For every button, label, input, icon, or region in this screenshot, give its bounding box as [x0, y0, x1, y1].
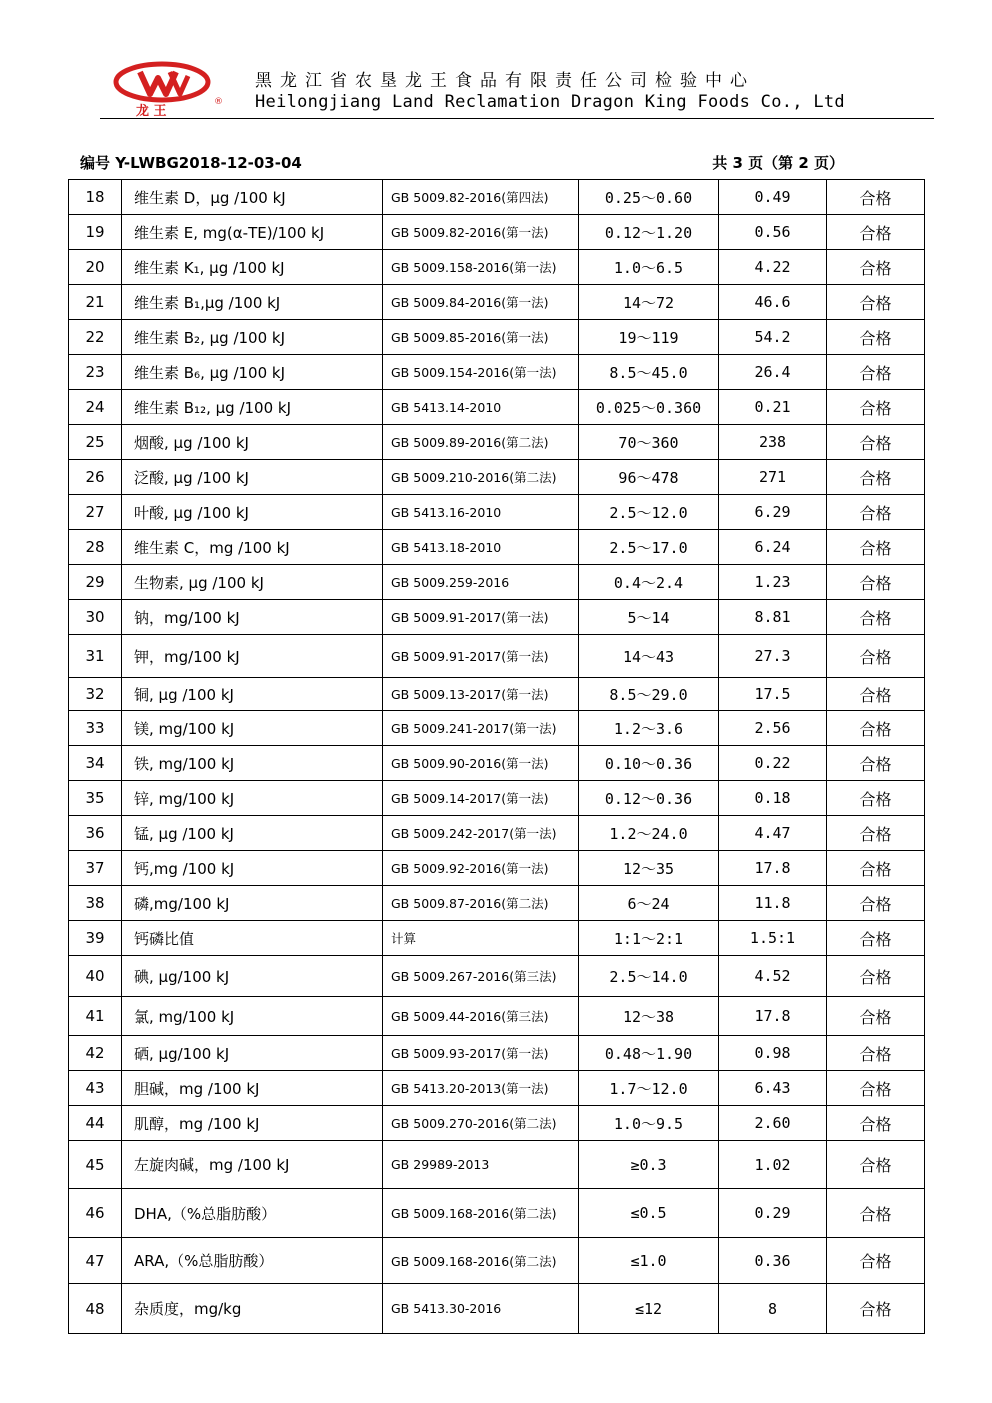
- company-name-cn: 黑龙江省农垦龙王食品有限责任公司检验中心: [255, 71, 755, 91]
- item-name: 氯, mg/100 kJ: [122, 997, 383, 1036]
- conclusion: 合格: [827, 460, 925, 495]
- measured-result: 11.8: [719, 886, 827, 921]
- test-method: GB 5009.259-2016: [383, 565, 579, 600]
- measured-result: 238: [719, 425, 827, 460]
- test-method: GB 5413.16-2010: [383, 495, 579, 530]
- standard-range: 8.5～45.0: [579, 355, 719, 390]
- measured-result: 26.4: [719, 355, 827, 390]
- conclusion: 合格: [827, 1284, 925, 1334]
- measured-result: 54.2: [719, 320, 827, 355]
- conclusion: 合格: [827, 956, 925, 997]
- item-name: 维生素 B₂, μg /100 kJ: [122, 320, 383, 355]
- standard-range: 1.0～9.5: [579, 1106, 719, 1141]
- standard-range: 12～38: [579, 997, 719, 1036]
- row-number: 18: [69, 180, 122, 215]
- conclusion: 合格: [827, 425, 925, 460]
- page-indicator: 共 3 页（第 2 页）: [712, 154, 844, 172]
- row-number: 39: [69, 921, 122, 956]
- item-name: 钾，mg/100 kJ: [122, 635, 383, 678]
- test-method: GB 5009.210-2016(第二法): [383, 460, 579, 495]
- table-row: [69, 1238, 925, 1284]
- conclusion: 合格: [827, 997, 925, 1036]
- standard-range: 70～360: [579, 425, 719, 460]
- test-method: GB 5413.30-2016: [383, 1284, 579, 1334]
- table-row: [69, 1106, 925, 1141]
- conclusion: 合格: [827, 711, 925, 746]
- standard-range: 8.5～29.0: [579, 678, 719, 711]
- table-row: [69, 678, 925, 711]
- standard-range: 14～43: [579, 635, 719, 678]
- standard-range: 19～119: [579, 320, 719, 355]
- row-number: 33: [69, 711, 122, 746]
- item-name: 钙,mg /100 kJ: [122, 851, 383, 886]
- item-name: 维生素 K₁, μg /100 kJ: [122, 250, 383, 285]
- item-name: 维生素 C，mg /100 kJ: [122, 530, 383, 565]
- item-name: 叶酸, μg /100 kJ: [122, 495, 383, 530]
- table-row: [69, 600, 925, 635]
- table-row: [69, 460, 925, 495]
- standard-range: 1.0～6.5: [579, 250, 719, 285]
- test-method: GB 5009.158-2016(第一法): [383, 250, 579, 285]
- table-row: [69, 635, 925, 678]
- row-number: 45: [69, 1141, 122, 1189]
- conclusion: 合格: [827, 180, 925, 215]
- table-row: [69, 997, 925, 1036]
- conclusion: 合格: [827, 781, 925, 816]
- conclusion: 合格: [827, 851, 925, 886]
- company-logo: [110, 58, 228, 118]
- row-number: 38: [69, 886, 122, 921]
- row-number: 34: [69, 746, 122, 781]
- measured-result: 4.22: [719, 250, 827, 285]
- item-name: 碘, μg/100 kJ: [122, 956, 383, 997]
- standard-range: 0.25～0.60: [579, 180, 719, 215]
- test-method: GB 5009.82-2016(第一法): [383, 215, 579, 250]
- conclusion: 合格: [827, 355, 925, 390]
- item-name: ARA,（%总脂肪酸）: [122, 1238, 383, 1284]
- row-number: 27: [69, 495, 122, 530]
- test-method: GB 5009.87-2016(第二法): [383, 886, 579, 921]
- measured-result: 0.56: [719, 215, 827, 250]
- table-row: [69, 1189, 925, 1238]
- row-number: 22: [69, 320, 122, 355]
- test-method: GB 5009.91-2017(第一法): [383, 600, 579, 635]
- item-name: 生物素, μg /100 kJ: [122, 565, 383, 600]
- row-number: 35: [69, 781, 122, 816]
- table-row: [69, 355, 925, 390]
- test-method: GB 5413.20-2013(第一法): [383, 1071, 579, 1106]
- row-number: 21: [69, 285, 122, 320]
- item-name: 锌, mg/100 kJ: [122, 781, 383, 816]
- conclusion: 合格: [827, 495, 925, 530]
- measured-result: 4.52: [719, 956, 827, 997]
- test-method: GB 5413.14-2010: [383, 390, 579, 425]
- row-number: 43: [69, 1071, 122, 1106]
- company-name-en: Heilongjiang Land Reclamation Dragon King Foods Co., Ltd: [255, 92, 845, 112]
- table-row: [69, 285, 925, 320]
- measured-result: 2.60: [719, 1106, 827, 1141]
- row-number: 19: [69, 215, 122, 250]
- conclusion: 合格: [827, 600, 925, 635]
- conclusion: 合格: [827, 678, 925, 711]
- standard-range: 14～72: [579, 285, 719, 320]
- item-name: 维生素 B₆, μg /100 kJ: [122, 355, 383, 390]
- measured-result: 6.24: [719, 530, 827, 565]
- conclusion: 合格: [827, 746, 925, 781]
- item-name: 锰, μg /100 kJ: [122, 816, 383, 851]
- table-row: [69, 711, 925, 746]
- conclusion: 合格: [827, 285, 925, 320]
- test-method: GB 5009.241-2017(第一法): [383, 711, 579, 746]
- test-method: GB 5009.90-2016(第一法): [383, 746, 579, 781]
- table-row: [69, 1071, 925, 1106]
- row-number: 40: [69, 956, 122, 997]
- item-name: 维生素 B₁₂, μg /100 kJ: [122, 390, 383, 425]
- row-number: 37: [69, 851, 122, 886]
- table-row: [69, 1284, 925, 1334]
- item-name: 肌醇，mg /100 kJ: [122, 1106, 383, 1141]
- registered-mark: ®: [214, 97, 223, 107]
- standard-range: 6～24: [579, 886, 719, 921]
- test-method: GB 5413.18-2010: [383, 530, 579, 565]
- standard-range: 0.10～0.36: [579, 746, 719, 781]
- conclusion: 合格: [827, 635, 925, 678]
- test-method: 计算: [383, 921, 579, 956]
- measured-result: 271: [719, 460, 827, 495]
- measured-result: 4.47: [719, 816, 827, 851]
- test-method: GB 5009.168-2016(第二法): [383, 1238, 579, 1284]
- table-row: [69, 250, 925, 285]
- table-row: [69, 1036, 925, 1071]
- table-row: [69, 851, 925, 886]
- test-method: GB 5009.91-2017(第一法): [383, 635, 579, 678]
- conclusion: 合格: [827, 816, 925, 851]
- row-number: 31: [69, 635, 122, 678]
- standard-range: 1.2～24.0: [579, 816, 719, 851]
- standard-range: 0.4～2.4: [579, 565, 719, 600]
- row-number: 30: [69, 600, 122, 635]
- standard-range: 5～14: [579, 600, 719, 635]
- measured-result: 6.43: [719, 1071, 827, 1106]
- measured-result: 0.49: [719, 180, 827, 215]
- conclusion: 合格: [827, 390, 925, 425]
- item-name: 左旋肉碱，mg /100 kJ: [122, 1141, 383, 1189]
- row-number: 29: [69, 565, 122, 600]
- test-method: GB 5009.44-2016(第三法): [383, 997, 579, 1036]
- measured-result: 0.22: [719, 746, 827, 781]
- logo-text: 龙 王: [136, 104, 167, 118]
- conclusion: 合格: [827, 320, 925, 355]
- measured-result: 8: [719, 1284, 827, 1334]
- conclusion: 合格: [827, 886, 925, 921]
- measured-result: 0.29: [719, 1189, 827, 1238]
- letterhead: [100, 52, 940, 122]
- row-number: 44: [69, 1106, 122, 1141]
- item-name: 维生素 B₁,μg /100 kJ: [122, 285, 383, 320]
- row-number: 23: [69, 355, 122, 390]
- measured-result: 17.5: [719, 678, 827, 711]
- row-number: 42: [69, 1036, 122, 1071]
- item-name: 杂质度，mg/kg: [122, 1284, 383, 1334]
- measured-result: 0.98: [719, 1036, 827, 1071]
- standard-range: 2.5～14.0: [579, 956, 719, 997]
- item-name: 烟酸, μg /100 kJ: [122, 425, 383, 460]
- standard-range: ≤12: [579, 1284, 719, 1334]
- measured-result: 0.21: [719, 390, 827, 425]
- standard-range: 1:1～2:1: [579, 921, 719, 956]
- conclusion: 合格: [827, 1036, 925, 1071]
- item-name: 硒, μg/100 kJ: [122, 1036, 383, 1071]
- conclusion: 合格: [827, 1071, 925, 1106]
- item-name: 磷,mg/100 kJ: [122, 886, 383, 921]
- standard-range: 1.2～3.6: [579, 711, 719, 746]
- row-number: 36: [69, 816, 122, 851]
- row-number: 41: [69, 997, 122, 1036]
- measured-result: 6.29: [719, 495, 827, 530]
- test-results-table: [68, 179, 925, 1334]
- item-name: 铁, mg/100 kJ: [122, 746, 383, 781]
- standard-range: 1.7～12.0: [579, 1071, 719, 1106]
- conclusion: 合格: [827, 530, 925, 565]
- test-method: GB 5009.270-2016(第二法): [383, 1106, 579, 1141]
- test-method: GB 5009.93-2017(第一法): [383, 1036, 579, 1071]
- test-method: GB 5009.154-2016(第一法): [383, 355, 579, 390]
- item-name: 维生素 E, mg(α-TE)/100 kJ: [122, 215, 383, 250]
- measured-result: 17.8: [719, 997, 827, 1036]
- standard-range: 2.5～12.0: [579, 495, 719, 530]
- conclusion: 合格: [827, 1141, 925, 1189]
- row-number: 32: [69, 678, 122, 711]
- row-number: 48: [69, 1284, 122, 1334]
- measured-result: 27.3: [719, 635, 827, 678]
- table-row: [69, 180, 925, 215]
- table-row: [69, 781, 925, 816]
- standard-range: 0.12～1.20: [579, 215, 719, 250]
- header-divider: [100, 118, 934, 119]
- test-method: GB 5009.267-2016(第三法): [383, 956, 579, 997]
- standard-range: 0.48～1.90: [579, 1036, 719, 1071]
- row-number: 28: [69, 530, 122, 565]
- test-method: GB 5009.14-2017(第一法): [383, 781, 579, 816]
- test-method: GB 5009.92-2016(第一法): [383, 851, 579, 886]
- table-row: [69, 746, 925, 781]
- item-name: 维生素 D，μg /100 kJ: [122, 180, 383, 215]
- standard-range: 0.025～0.360: [579, 390, 719, 425]
- row-number: 46: [69, 1189, 122, 1238]
- test-method: GB 5009.82-2016(第四法): [383, 180, 579, 215]
- standard-range: 0.12～0.36: [579, 781, 719, 816]
- row-number: 26: [69, 460, 122, 495]
- table-row: [69, 320, 925, 355]
- table-row: [69, 425, 925, 460]
- table-row: [69, 886, 925, 921]
- item-name: 胆碱，mg /100 kJ: [122, 1071, 383, 1106]
- row-number: 25: [69, 425, 122, 460]
- test-method: GB 5009.84-2016(第一法): [383, 285, 579, 320]
- table-row: [69, 530, 925, 565]
- table-row: [69, 1141, 925, 1189]
- table-row: [69, 921, 925, 956]
- measured-result: 8.81: [719, 600, 827, 635]
- item-name: 镁, mg/100 kJ: [122, 711, 383, 746]
- item-name: 泛酸, μg /100 kJ: [122, 460, 383, 495]
- table-row: [69, 565, 925, 600]
- standard-range: ≥0.3: [579, 1141, 719, 1189]
- conclusion: 合格: [827, 215, 925, 250]
- measured-result: 2.56: [719, 711, 827, 746]
- row-number: 20: [69, 250, 122, 285]
- conclusion: 合格: [827, 1238, 925, 1284]
- measured-result: 1.02: [719, 1141, 827, 1189]
- item-name: 钠，mg/100 kJ: [122, 600, 383, 635]
- standard-range: ≤1.0: [579, 1238, 719, 1284]
- measured-result: 1.23: [719, 565, 827, 600]
- conclusion: 合格: [827, 565, 925, 600]
- test-method: GB 29989-2013: [383, 1141, 579, 1189]
- test-method: GB 5009.85-2016(第一法): [383, 320, 579, 355]
- conclusion: 合格: [827, 1189, 925, 1238]
- measured-result: 0.18: [719, 781, 827, 816]
- conclusion: 合格: [827, 250, 925, 285]
- row-number: 47: [69, 1238, 122, 1284]
- table-row: [69, 495, 925, 530]
- standard-range: 96～478: [579, 460, 719, 495]
- table-row: [69, 956, 925, 997]
- measured-result: 0.36: [719, 1238, 827, 1284]
- table-row: [69, 816, 925, 851]
- table-row: [69, 390, 925, 425]
- conclusion: 合格: [827, 1106, 925, 1141]
- row-number: 24: [69, 390, 122, 425]
- standard-range: ≤0.5: [579, 1189, 719, 1238]
- test-method: GB 5009.89-2016(第二法): [383, 425, 579, 460]
- test-method: GB 5009.242-2017(第一法): [383, 816, 579, 851]
- conclusion: 合格: [827, 921, 925, 956]
- item-name: DHA,（%总脂肪酸）: [122, 1189, 383, 1238]
- measured-result: 1.5:1: [719, 921, 827, 956]
- measured-result: 17.8: [719, 851, 827, 886]
- standard-range: 2.5～17.0: [579, 530, 719, 565]
- measured-result: 46.6: [719, 285, 827, 320]
- report-number: 编号 Y-LWBG2018-12-03-04: [80, 154, 302, 172]
- item-name: 铜, μg /100 kJ: [122, 678, 383, 711]
- item-name: 钙磷比值: [122, 921, 383, 956]
- table-row: [69, 215, 925, 250]
- standard-range: 12～35: [579, 851, 719, 886]
- test-method: GB 5009.168-2016(第二法): [383, 1189, 579, 1238]
- test-method: GB 5009.13-2017(第一法): [383, 678, 579, 711]
